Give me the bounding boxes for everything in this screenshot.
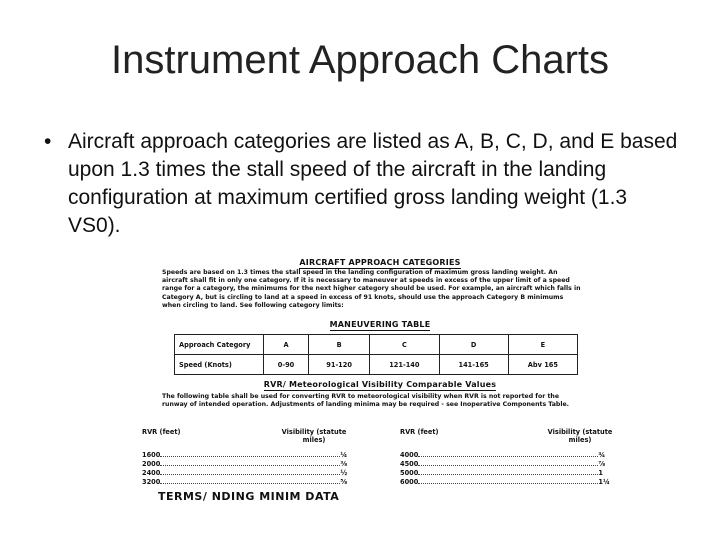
rvr-row <box>142 450 347 459</box>
vis-value: ⅝ <box>340 478 348 486</box>
leader-dots <box>160 468 340 475</box>
leader-dots <box>418 477 598 484</box>
rvr-title-text: RVR/ Meteorological Visibility Comparable Values <box>263 380 497 389</box>
rvr-row <box>400 450 605 459</box>
rvr-row <box>400 459 605 468</box>
rvr-value: 4500 <box>400 460 419 468</box>
vis-value: ¾ <box>598 451 606 459</box>
rvr-row <box>142 468 347 477</box>
approach-categories-scan <box>140 258 620 530</box>
vis-value: ⅞ <box>598 460 606 468</box>
vis-value: 1 <box>598 469 603 477</box>
category-c: C <box>370 335 439 355</box>
rvr-value: 5000 <box>400 469 419 477</box>
rvr-right-column <box>400 428 620 486</box>
category-b: B <box>309 335 370 355</box>
rvr-value: 3200 <box>142 478 161 486</box>
leader-dots <box>160 477 340 484</box>
vis-value: ⅜ <box>340 460 348 468</box>
rvr-paragraph: The following table shall be used for converting RVR to meteorological visibility when RVR is not reported for the runway of intended operation. Adjustments of landing minima may be required - see Inoperative Components Table. <box>162 393 569 409</box>
scan-heading-text: AIRCRAFT APPROACH CATEGORIES <box>299 258 461 267</box>
bullet-text: Aircraft approach categories are listed as A, B, C, D, and E based upon 1.3 times the stall speed of the aircraft in the landing configuration at maximum certified gross landing weight (1.3 VS0). <box>68 130 678 237</box>
row-label-category: Approach Category <box>175 335 264 355</box>
scan-paragraph: Speeds are based on 1.3 times the stall speed in the landing configuration of maximum gross landing weight. An aircraft shall fit in only one category. If it is necessary to maneuver at speeds in excess of the upper limit of a speed range for a category, the minimums for the next higher category should be used. For example, an aircraft which falls in Category A, but is circling to land at a speed in excess of 91 knots, should use the approach Category B minimums when circling to land. See following category limits: <box>162 269 581 309</box>
bullet-item <box>44 128 684 240</box>
rvr-value: 1600 <box>142 451 161 459</box>
leader-dots <box>418 450 598 457</box>
row-label-speed: Speed (Knots) <box>175 355 264 375</box>
speed-d: 141-165 <box>439 355 508 375</box>
maneuvering-title-text: MANEUVERING TABLE <box>329 320 431 329</box>
rvr-row <box>400 468 603 477</box>
category-d: D <box>439 335 508 355</box>
rvr-row <box>400 477 610 486</box>
maneuvering-table <box>174 334 578 375</box>
vis-value: ¼ <box>340 451 348 459</box>
bullet-dot: • <box>44 130 52 153</box>
slide-title: Instrument Approach Charts <box>110 38 610 82</box>
rvr-right-head2: Visibility (statute miles) <box>547 428 613 444</box>
table-row <box>175 355 578 375</box>
rvr-value: 6000 <box>400 478 419 486</box>
rvr-row <box>142 459 347 468</box>
leader-dots <box>160 450 340 457</box>
rvr-row <box>142 477 347 486</box>
speed-e: Abv 165 <box>508 355 577 375</box>
category-a: A <box>264 335 309 355</box>
table-row <box>175 335 578 355</box>
speed-a: 0-90 <box>264 355 309 375</box>
rvr-title <box>140 380 620 389</box>
category-e: E <box>508 335 577 355</box>
rvr-left-head2: Visibility (statute miles) <box>281 428 347 444</box>
vis-value: ½ <box>340 469 348 477</box>
leader-dots <box>160 459 340 466</box>
rvr-value: 4000 <box>400 451 419 459</box>
leader-dots <box>418 459 598 466</box>
speed-c: 121-140 <box>370 355 439 375</box>
maneuvering-table-title <box>140 320 620 329</box>
rvr-left-head1: RVR (feet) <box>142 428 181 436</box>
rvr-value: 2000 <box>142 460 161 468</box>
scan-heading <box>140 258 620 267</box>
terms-fragment: TERMS/ NDING MINIM DATA <box>158 490 340 503</box>
rvr-value: 2400 <box>142 469 161 477</box>
leader-dots <box>418 468 598 475</box>
rvr-left-column <box>142 428 362 486</box>
rvr-right-head1: RVR (feet) <box>400 428 439 436</box>
speed-b: 91-120 <box>309 355 370 375</box>
vis-value: 1¼ <box>598 478 610 486</box>
